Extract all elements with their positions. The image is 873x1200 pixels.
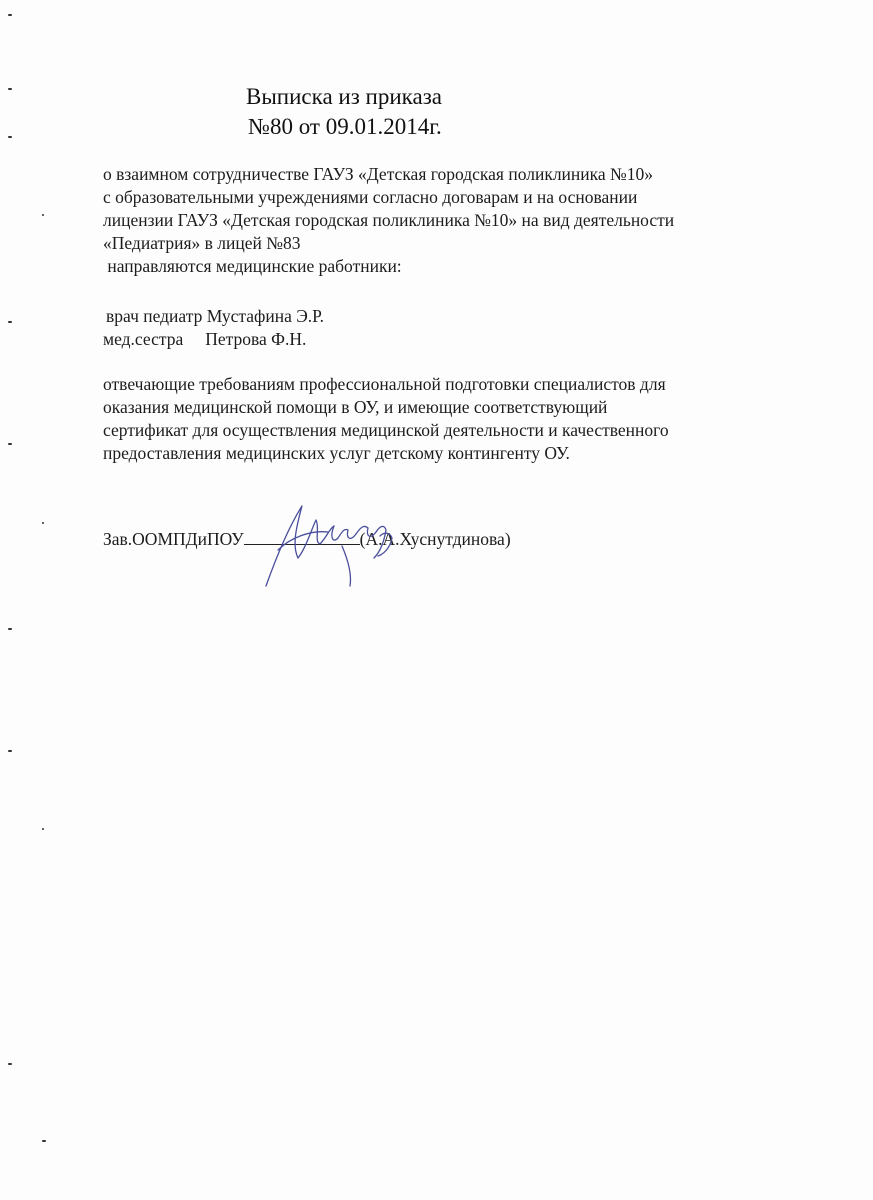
nurse-name: Петрова Ф.Н. xyxy=(205,329,307,349)
signatory-position: Зав.ООМПДиПОУ xyxy=(103,529,244,549)
scan-mark xyxy=(8,321,12,323)
text-line: оказания медицинской помощи в ОУ, и имеющие соответствующий xyxy=(103,397,608,417)
text-line: сертификат для осуществления медицинской деятельности и качественного xyxy=(103,420,669,440)
handwritten-signature xyxy=(258,498,398,593)
scan-mark xyxy=(8,750,12,752)
scan-mark xyxy=(42,522,44,524)
scan-mark xyxy=(8,14,12,16)
text-line: направляются медицинские работники: xyxy=(103,256,402,276)
scan-mark xyxy=(8,88,12,90)
text-line: «Педиатрия» в лицей №83 xyxy=(103,233,301,253)
text-line: предоставления медицинских услуг детскому контингенту ОУ. xyxy=(103,443,570,463)
requirements-paragraph xyxy=(103,373,783,465)
document-title xyxy=(246,82,442,142)
nurse-entry xyxy=(103,328,783,351)
scan-mark xyxy=(8,136,12,138)
text-line: отвечающие требованиям профессиональной подготовки специалистов для xyxy=(103,374,666,394)
text-line: с образовательными учреждениями согласно договарам и на основании xyxy=(103,187,638,207)
title-line: Выписка из приказа xyxy=(246,84,442,109)
scan-mark xyxy=(42,214,44,216)
scan-mark xyxy=(42,1140,46,1142)
text-line: о взаимном сотрудничестве ГАУЗ «Детская городская поликлиника №10» xyxy=(103,164,653,184)
signatory-name: (А.А.Хуснутдинова) xyxy=(359,529,511,549)
staff-list xyxy=(103,305,783,351)
doctor-entry: врач педиатр Мустафина Э.Р. xyxy=(106,306,325,326)
scan-mark xyxy=(8,1063,12,1065)
intro-paragraph xyxy=(103,163,783,278)
text-line: лицензии ГАУЗ «Детская городская поликлиника №10» на вид деятельности xyxy=(103,210,675,230)
nurse-role: мед.сестра xyxy=(103,329,184,349)
scan-mark xyxy=(8,443,12,445)
order-number-date: №80 от 09.01.2014г. xyxy=(248,114,442,139)
scan-mark xyxy=(42,828,44,830)
scan-mark xyxy=(8,628,12,630)
